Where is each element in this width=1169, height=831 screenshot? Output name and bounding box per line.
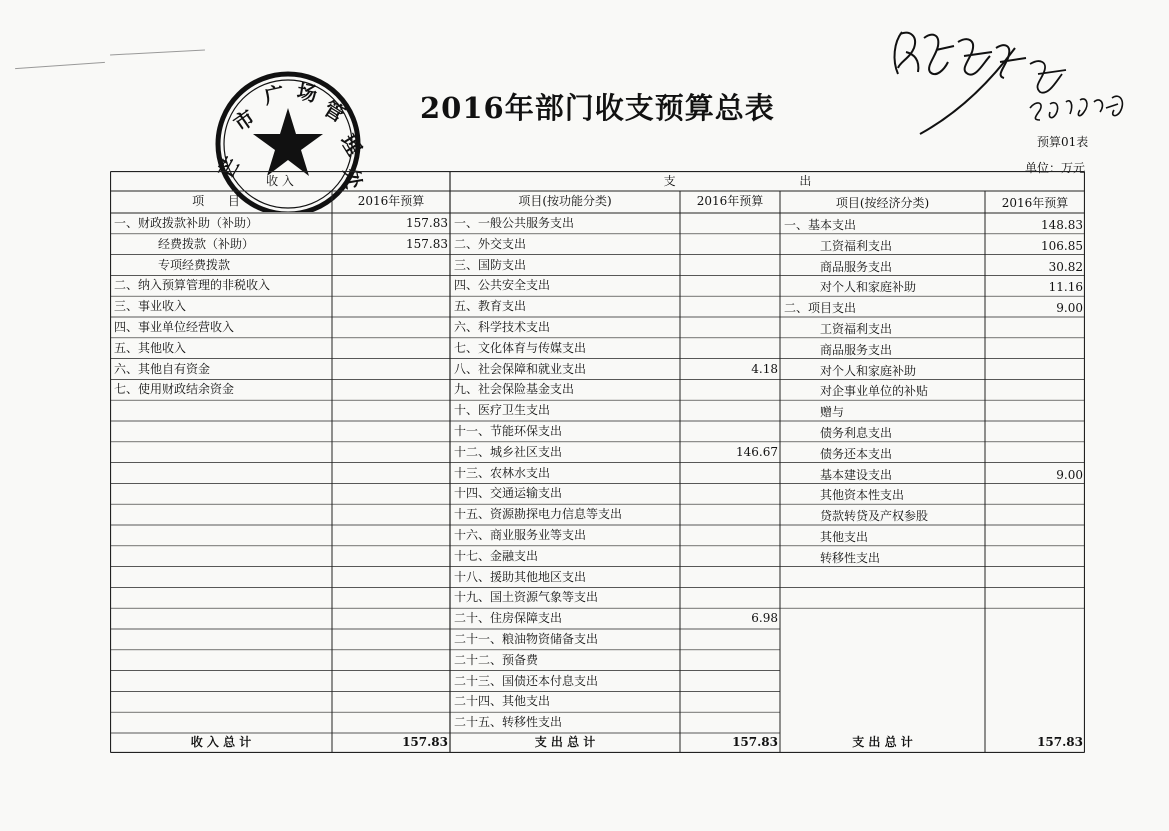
func-row-label: 八、社会保障和就业支出: [454, 361, 587, 376]
budget-table: [110, 171, 1085, 753]
func-row-label: 二、外交支出: [454, 236, 527, 251]
scan-artifact-line: [110, 50, 205, 56]
func-row-label: 二十、住房保障支出: [454, 611, 563, 626]
econ-row-label: 商品服务支出: [820, 259, 893, 274]
func-row-label: 二十五、转移性支出: [454, 715, 563, 730]
func-row-label: 十一、节能环保支出: [454, 424, 563, 438]
econ-row-value: 11.16: [1048, 280, 1083, 295]
income-row-value: 157.83: [406, 236, 448, 251]
econ-row-label: 一、基本支出: [784, 218, 857, 232]
scan-artifact-line: [15, 62, 105, 69]
income-row-value: 157.83: [406, 216, 448, 230]
func-row-label: 十六、商业服务业等支出: [454, 528, 587, 542]
income-total-label: 收 入 总 计: [190, 735, 252, 749]
income-row-label: 六、其他自有资金: [114, 361, 211, 376]
func-row-label: 二十一、粮油物资储备支出: [454, 632, 599, 646]
income-budget-header: 2016年预算: [357, 194, 425, 208]
func-row-value: 4.18: [751, 361, 778, 376]
func-row-label: 十、医疗卫生支出: [454, 403, 551, 418]
func-row-label: 二十二、预备费: [454, 652, 539, 667]
svg-text:市: 市: [229, 104, 260, 137]
func-row-label: 九、社会保险基金支出: [454, 382, 575, 397]
econ-row-label: 对个人和家庭补助: [820, 363, 917, 378]
econ-row-label: 贷款转贷及产权参股: [820, 509, 929, 524]
econ-item-header: 项目(按经济分类): [835, 196, 930, 210]
func-item-header: 项目(按功能分类): [518, 194, 612, 208]
econ-total-value: 157.83: [1037, 735, 1083, 749]
income-row-label: 二、纳入预算管理的非税收入: [114, 278, 271, 293]
unit-label: 单位：万元: [1025, 161, 1086, 175]
econ-row-value: 9.00: [1056, 467, 1083, 482]
func-row-label: 一、一般公共服务支出: [454, 216, 575, 230]
econ-row-label: 对个人和家庭补助: [820, 280, 917, 295]
svg-text:芒: 芒: [213, 153, 245, 183]
econ-row-label: 工资福利支出: [820, 238, 893, 253]
econ-row-label: 其他支出: [820, 530, 869, 544]
econ-row-label: 工资福利支出: [820, 322, 893, 336]
func-row-label: 六、科学技术支出: [454, 320, 551, 334]
func-row-label: 十八、援助其他地区支出: [454, 569, 587, 584]
econ-row-label: 基本建设支出: [820, 467, 893, 482]
income-row-label: 七、使用财政结余资金: [114, 382, 235, 397]
econ-row-label: 二、项目支出: [784, 301, 857, 316]
handwritten-signature: [880, 12, 1140, 142]
svg-text:管: 管: [319, 95, 350, 127]
func-row-label: 三、国防支出: [454, 257, 527, 272]
form-number: 预算01表: [1037, 135, 1089, 149]
econ-row-label: 对企事业单位的补贴: [820, 384, 929, 399]
func-budget-header: 2016年预算: [696, 194, 764, 208]
econ-budget-header: 2016年预算: [1001, 196, 1069, 210]
svg-text:理: 理: [335, 129, 367, 160]
page-title: 2016年部门收支预算总表: [420, 91, 775, 125]
svg-text:广: 广: [262, 81, 287, 109]
income-item-header: 项 目: [192, 194, 250, 208]
income-row-label: 四、事业单位经营收入: [114, 320, 235, 334]
func-row-label: 十三、农林水支出: [454, 465, 551, 480]
econ-row-label: 债务利息支出: [820, 426, 893, 440]
func-row-label: 十五、资源勘探电力信息等支出: [454, 507, 623, 522]
func-row-label: 二十四、其他支出: [454, 694, 551, 709]
func-row-label: 七、文化体育与传媒支出: [454, 340, 587, 355]
func-row-label: 十四、交通运输支出: [454, 486, 563, 501]
func-row-value: 6.98: [751, 611, 778, 626]
func-total-label: 支 出 总 计: [534, 735, 596, 749]
func-row-label: 五、教育支出: [454, 299, 527, 314]
income-row-label: 专项经费拨款: [158, 257, 231, 272]
svg-text:场: 场: [295, 79, 319, 107]
income-row-label: 经费拨款（补助）: [158, 236, 255, 251]
econ-row-value: 106.85: [1041, 238, 1083, 253]
econ-row-label: 赠与: [820, 405, 845, 420]
econ-row-label: 债务还本支出: [820, 446, 893, 461]
func-row-label: 十九、国土资源气象等支出: [454, 590, 599, 605]
func-row-label: 四、公共安全支出: [454, 278, 551, 293]
income-row-label: 五、其他收入: [114, 340, 187, 355]
expense-header: 支 出: [663, 174, 872, 188]
func-row-value: 146.67: [736, 444, 778, 459]
econ-row-label: 转移性支出: [820, 550, 881, 565]
func-row-label: 十七、金融支出: [454, 548, 539, 563]
income-row-label: 三、事业收入: [114, 299, 187, 314]
func-row-label: 十二、城乡社区支出: [454, 444, 563, 459]
income-total-value: 157.83: [402, 735, 448, 749]
econ-row-label: 商品服务支出: [820, 342, 893, 357]
income-header: 收 入: [266, 174, 294, 188]
econ-row-value: 9.00: [1056, 301, 1083, 316]
income-row-label: 一、财政拨款补助（补助）: [114, 216, 259, 230]
func-total-value: 157.83: [732, 735, 778, 749]
svg-text:处: 处: [339, 166, 367, 191]
econ-total-label: 支 出 总 计: [852, 735, 913, 749]
func-row-label: 二十三、国债还本付息支出: [454, 673, 599, 688]
econ-row-label: 其他资本性支出: [820, 488, 905, 503]
econ-row-value: 30.82: [1048, 259, 1083, 274]
econ-row-value: 148.83: [1041, 218, 1083, 232]
